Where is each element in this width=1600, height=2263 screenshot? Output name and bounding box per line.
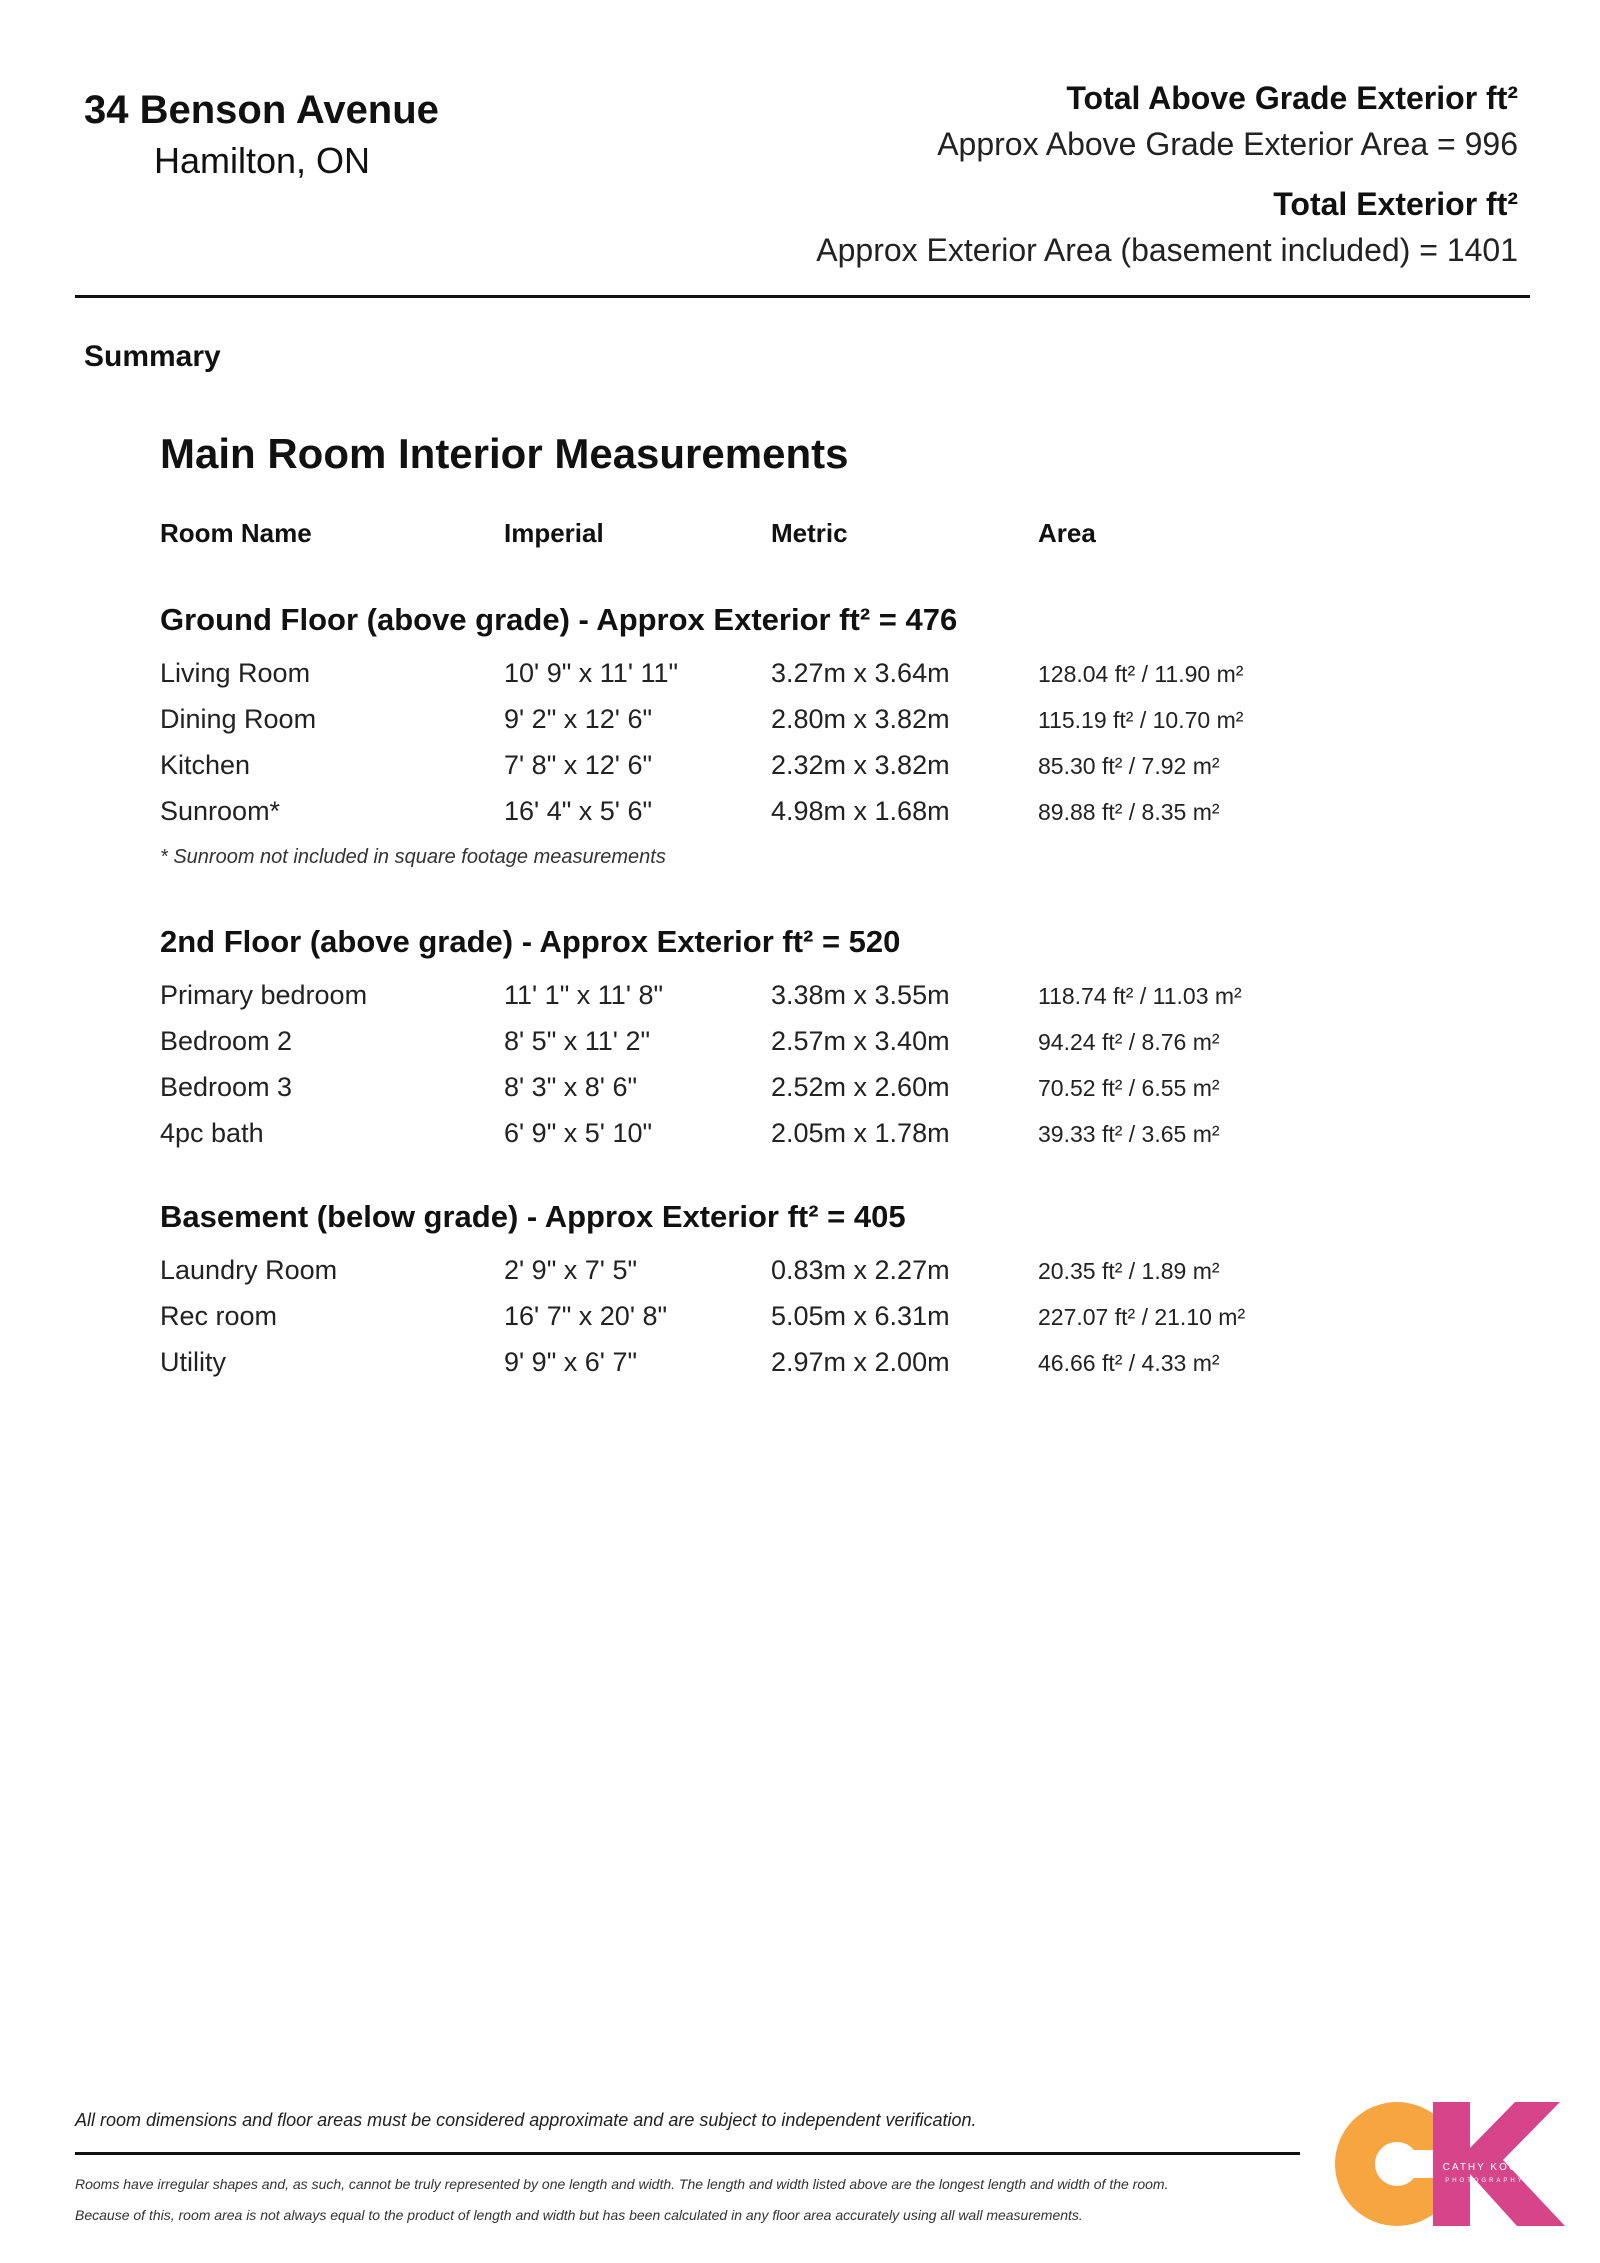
room-imperial: 16' 7" x 20' 8" xyxy=(504,1301,668,1331)
total-exterior-title: Total Exterior ft² xyxy=(1273,186,1518,222)
room-name: Bedroom 3 xyxy=(160,1072,293,1102)
room-area: 94.24 ft² / 8.76 m² xyxy=(1038,1029,1220,1055)
header-divider xyxy=(75,295,1530,298)
above-grade-title: Total Above Grade Exterior ft² xyxy=(1066,80,1518,116)
room-imperial: 7' 8" x 12' 6" xyxy=(504,750,653,780)
section-title-ground-floor: Ground Floor (above grade) - Approx Exterior ft² = 476 xyxy=(160,602,958,637)
room-area: 70.52 ft² / 6.55 m² xyxy=(1038,1075,1220,1101)
column-header-metric: Metric xyxy=(771,518,848,548)
above-grade-area: Approx Above Grade Exterior Area = 996 xyxy=(937,126,1518,162)
fine-print-2: Because of this, room area is not always equal to the product of length and width but has been calculated in any floor area accurately using all wall measurements. xyxy=(75,2207,1083,2223)
room-name: Rec room xyxy=(160,1301,278,1331)
room-imperial: 8' 5" x 11' 2" xyxy=(504,1026,651,1056)
room-name: Dining Room xyxy=(160,704,317,734)
column-header-room: Room Name xyxy=(160,518,312,548)
room-name: Living Room xyxy=(160,658,311,688)
room-metric: 3.27m x 3.64m xyxy=(771,658,950,688)
column-header-area: Area xyxy=(1038,518,1096,548)
room-metric: 3.38m x 3.55m xyxy=(771,980,950,1010)
room-area: 118.74 ft² / 11.03 m² xyxy=(1038,983,1242,1009)
room-area: 85.30 ft² / 7.92 m² xyxy=(1038,753,1220,779)
room-name: 4pc bath xyxy=(160,1118,264,1148)
logo-name-text: CATHY KOOP xyxy=(1442,2162,1528,2173)
room-metric: 0.83m x 2.27m xyxy=(771,1255,950,1285)
room-imperial: 9' 9" x 6' 7" xyxy=(504,1347,638,1377)
room-name: Sunroom* xyxy=(160,796,281,826)
room-imperial: 6' 9" x 5' 10" xyxy=(504,1118,653,1148)
room-imperial: 11' 1" x 11' 8" xyxy=(504,980,664,1010)
room-metric: 2.80m x 3.82m xyxy=(771,704,950,734)
room-metric: 4.98m x 1.68m xyxy=(771,796,950,826)
property-address: 34 Benson Avenue xyxy=(84,88,439,132)
room-name: Bedroom 2 xyxy=(160,1026,293,1056)
room-imperial: 9' 2" x 12' 6" xyxy=(504,704,653,734)
page-title: Main Room Interior Measurements xyxy=(160,430,849,477)
room-metric: 5.05m x 6.31m xyxy=(771,1301,950,1331)
sunroom-note: * Sunroom not included in square footage measurements xyxy=(160,846,666,868)
room-name: Utility xyxy=(160,1347,226,1377)
room-name: Primary bedroom xyxy=(160,980,368,1010)
room-imperial: 2' 9" x 7' 5" xyxy=(504,1255,638,1285)
section-title-basement: Basement (below grade) - Approx Exterior ft² = 405 xyxy=(160,1199,906,1234)
logo-tagline-text: PHOTOGRAPHY xyxy=(1445,2178,1525,2184)
room-metric: 2.05m x 1.78m xyxy=(771,1118,950,1148)
room-area: 227.07 ft² / 21.10 m² xyxy=(1038,1304,1246,1330)
summary-label: Summary xyxy=(84,340,221,373)
room-area: 20.35 ft² / 1.89 m² xyxy=(1038,1258,1220,1284)
room-metric: 2.52m x 2.60m xyxy=(771,1072,950,1102)
room-imperial: 10' 9" x 11' 11" xyxy=(504,658,679,688)
column-header-imperial: Imperial xyxy=(504,518,604,548)
section-title-second-floor: 2nd Floor (above grade) - Approx Exterior ft² = 520 xyxy=(160,924,901,959)
room-area: 115.19 ft² / 10.70 m² xyxy=(1038,707,1244,733)
footer-divider xyxy=(75,2152,1300,2155)
disclaimer-text: All room dimensions and floor areas must be considered approximate and are subject to independent verification. xyxy=(75,2110,977,2130)
room-imperial: 16' 4" x 5' 6" xyxy=(504,796,653,826)
room-metric: 2.97m x 2.00m xyxy=(771,1347,950,1377)
room-imperial: 8' 3" x 8' 6" xyxy=(504,1072,638,1102)
total-exterior-area: Approx Exterior Area (basement included) = 1401 xyxy=(816,232,1518,268)
room-area: 46.66 ft² / 4.33 m² xyxy=(1038,1350,1220,1376)
property-city: Hamilton, ON xyxy=(154,140,371,181)
room-metric: 2.32m x 3.82m xyxy=(771,750,950,780)
room-area: 89.88 ft² / 8.35 m² xyxy=(1038,799,1220,825)
room-name: Kitchen xyxy=(160,750,251,780)
room-area: 128.04 ft² / 11.90 m² xyxy=(1038,661,1244,687)
cathy-koop-logo xyxy=(1335,2098,1567,2230)
room-metric: 2.57m x 3.40m xyxy=(771,1026,950,1056)
room-name: Laundry Room xyxy=(160,1255,338,1285)
fine-print-1: Rooms have irregular shapes and, as such, cannot be truly represented by one length and width. The length and width listed above are the longest length and width of the room. xyxy=(75,2176,1169,2192)
room-area: 39.33 ft² / 3.65 m² xyxy=(1038,1121,1220,1147)
